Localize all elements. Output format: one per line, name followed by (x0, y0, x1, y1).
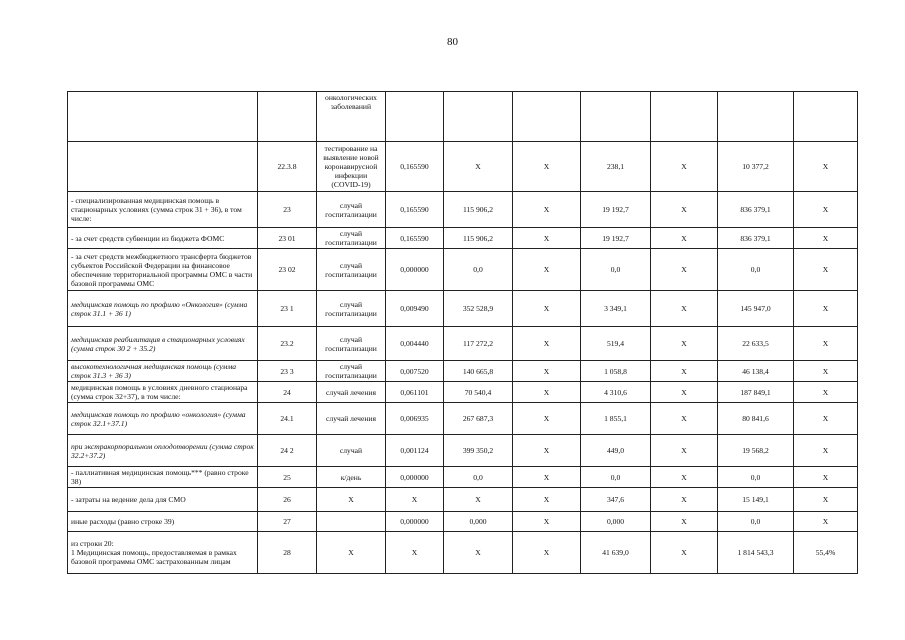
table-row (68, 512, 858, 532)
row-value-9 (718, 92, 794, 142)
row-label: медицинская помощь по профилю «Онкология» (сумма строк 31.1 + 36 1) (68, 291, 258, 327)
table-row (68, 291, 858, 327)
row-label: - за счет средств межбюджетного трансферта бюджетов субъектов Российской Федерации на финансовое обеспечение территориальной программы ОМС в части базовой программы ОМС (68, 249, 258, 291)
row-value-6: X (513, 291, 581, 327)
table-row (68, 92, 858, 142)
row-value-5: 115 906,2 (444, 228, 513, 249)
row-unit: тестирование на выявление новой коронавирусной инфекции (COVID-19) (317, 142, 386, 192)
row-value-9: 15 149,1 (718, 488, 794, 512)
row-value-7: 3 349,1 (581, 291, 651, 327)
row-label: медицинская реабилитация в стационарных условиях (сумма строк 30 2 + 35.2) (68, 327, 258, 361)
row-value-10: X (794, 361, 858, 382)
row-value-6: X (513, 228, 581, 249)
row-value-4: 0,001124 (386, 435, 444, 467)
row-value-8: X (651, 532, 718, 574)
row-unit: случай лечения (317, 382, 386, 403)
row-code: 24 (258, 382, 317, 403)
row-value-10: X (794, 467, 858, 488)
row-label: иные расходы (равно строке 39) (68, 512, 258, 532)
row-value-8: X (651, 327, 718, 361)
row-value-4: 0,165590 (386, 228, 444, 249)
row-value-6: X (513, 249, 581, 291)
page-number: 80 (447, 36, 458, 48)
row-value-10: X (794, 382, 858, 403)
row-unit (317, 512, 386, 532)
table-row (68, 382, 858, 403)
row-value-4: 0,006935 (386, 403, 444, 435)
row-value-9: 19 568,2 (718, 435, 794, 467)
row-value-9: 836 379,1 (718, 228, 794, 249)
row-label: высокотехнологичная медицинская помощь (сумма строк 31.3 + 36 3) (68, 361, 258, 382)
row-value-6: X (513, 361, 581, 382)
row-label (68, 92, 258, 142)
row-code: 23 3 (258, 361, 317, 382)
row-unit: случай госпитализации (317, 361, 386, 382)
row-value-5: 115 906,2 (444, 192, 513, 228)
row-value-5 (444, 92, 513, 142)
row-value-8: X (651, 488, 718, 512)
row-value-9: 1 814 543,3 (718, 532, 794, 574)
row-unit: случай госпитализации (317, 291, 386, 327)
row-value-6: X (513, 488, 581, 512)
row-value-10: X (794, 249, 858, 291)
row-value-8: X (651, 228, 718, 249)
row-value-4: 0,061101 (386, 382, 444, 403)
row-value-10: X (794, 291, 858, 327)
table-row (68, 361, 858, 382)
table-row (68, 435, 858, 467)
row-label: медицинская помощь по профилю «онкология» (сумма строк 32.1+37.1) (68, 403, 258, 435)
row-value-5: X (444, 532, 513, 574)
row-value-4: X (386, 532, 444, 574)
row-value-4: 0,004440 (386, 327, 444, 361)
row-value-5: 117 272,2 (444, 327, 513, 361)
row-code: 23.2 (258, 327, 317, 361)
row-value-7: 19 192,7 (581, 192, 651, 228)
row-value-7: 41 639,0 (581, 532, 651, 574)
row-value-4: 0,165590 (386, 142, 444, 192)
financing-table (67, 91, 858, 574)
row-unit: к/день (317, 467, 386, 488)
row-value-8 (651, 92, 718, 142)
row-value-5: 140 665,8 (444, 361, 513, 382)
row-value-9: 836 379,1 (718, 192, 794, 228)
row-label: из строки 20: 1 Медицинская помощь, предоставляемая в рамках базовой программы ОМС застрахованным лицам (68, 532, 258, 574)
row-value-5: 352 528,9 (444, 291, 513, 327)
row-value-8: X (651, 403, 718, 435)
row-value-6: X (513, 142, 581, 192)
row-unit: случай лечения (317, 403, 386, 435)
row-value-9: 46 138,4 (718, 361, 794, 382)
row-value-7: 449,0 (581, 435, 651, 467)
row-value-8: X (651, 291, 718, 327)
row-value-10: X (794, 192, 858, 228)
row-value-5: 399 350,2 (444, 435, 513, 467)
row-value-7: 519,4 (581, 327, 651, 361)
row-value-9: 187 849,1 (718, 382, 794, 403)
table-row (68, 488, 858, 512)
row-value-5: 0,0 (444, 467, 513, 488)
row-value-10: X (794, 327, 858, 361)
row-code: 22.3.8 (258, 142, 317, 192)
row-value-6 (513, 92, 581, 142)
row-code: 26 (258, 488, 317, 512)
row-value-7 (581, 92, 651, 142)
row-code: 23 (258, 192, 317, 228)
row-code: 23 02 (258, 249, 317, 291)
row-value-4: 0,000000 (386, 512, 444, 532)
row-value-10: X (794, 228, 858, 249)
row-value-10: X (794, 142, 858, 192)
row-value-9: 22 633,5 (718, 327, 794, 361)
row-value-5: X (444, 488, 513, 512)
row-value-5: 0,000 (444, 512, 513, 532)
row-value-6: X (513, 403, 581, 435)
table-row (68, 228, 858, 249)
row-value-8: X (651, 361, 718, 382)
table-row (68, 403, 858, 435)
row-code: 24.1 (258, 403, 317, 435)
row-value-7: 238,1 (581, 142, 651, 192)
row-value-4: 0,000000 (386, 467, 444, 488)
table-row (68, 327, 858, 361)
table-row (68, 142, 858, 192)
row-value-8: X (651, 467, 718, 488)
row-value-9: 0,0 (718, 249, 794, 291)
row-value-10: 55,4% (794, 532, 858, 574)
row-label: - за счет средств субвенции из бюджета ФОМС (68, 228, 258, 249)
row-value-7: 19 192,7 (581, 228, 651, 249)
row-value-8: X (651, 249, 718, 291)
row-unit: X (317, 532, 386, 574)
row-value-10: X (794, 403, 858, 435)
row-unit: X (317, 488, 386, 512)
row-value-6: X (513, 512, 581, 532)
row-value-7: 1 058,8 (581, 361, 651, 382)
row-code: 28 (258, 532, 317, 574)
table-row (68, 249, 858, 291)
row-value-10 (794, 92, 858, 142)
row-unit: онкологических заболеваний (317, 92, 386, 142)
table-row (68, 192, 858, 228)
row-value-7: 0,000 (581, 512, 651, 532)
row-value-7: 347,6 (581, 488, 651, 512)
row-value-6: X (513, 192, 581, 228)
row-value-4: 0,007520 (386, 361, 444, 382)
row-code: 27 (258, 512, 317, 532)
row-value-8: X (651, 512, 718, 532)
row-value-5: 70 540,4 (444, 382, 513, 403)
row-code: 25 (258, 467, 317, 488)
row-value-4: 0,165590 (386, 192, 444, 228)
row-value-8: X (651, 435, 718, 467)
row-value-5: X (444, 142, 513, 192)
row-value-7: 4 310,6 (581, 382, 651, 403)
row-label: медицинская помощь в условиях дневного стационара (сумма строк 32+37), в том числе: (68, 382, 258, 403)
row-code: 23 01 (258, 228, 317, 249)
row-value-6: X (513, 532, 581, 574)
row-value-5: 267 687,3 (444, 403, 513, 435)
row-value-10: X (794, 512, 858, 532)
row-code (258, 92, 317, 142)
row-value-9: 0,0 (718, 512, 794, 532)
row-value-6: X (513, 382, 581, 403)
row-code: 23 1 (258, 291, 317, 327)
row-value-8: X (651, 192, 718, 228)
row-label: - паллиативная медицинская помощь*** (равно строке 38) (68, 467, 258, 488)
row-unit: случай госпитализации (317, 327, 386, 361)
row-value-4 (386, 92, 444, 142)
row-value-6: X (513, 467, 581, 488)
row-unit: случай (317, 435, 386, 467)
row-value-7: 0,0 (581, 249, 651, 291)
row-unit: случай госпитализации (317, 249, 386, 291)
row-value-4: 0,009490 (386, 291, 444, 327)
row-value-9: 145 947,0 (718, 291, 794, 327)
row-value-10: X (794, 435, 858, 467)
row-value-8: X (651, 142, 718, 192)
row-label: - затраты на ведение дела для СМО (68, 488, 258, 512)
row-value-6: X (513, 435, 581, 467)
row-value-4: X (386, 488, 444, 512)
row-value-7: 1 855,1 (581, 403, 651, 435)
table-row (68, 467, 858, 488)
table-row (68, 532, 858, 574)
row-value-8: X (651, 382, 718, 403)
row-value-9: 10 377,2 (718, 142, 794, 192)
row-label: - специализированная медицинская помощь в стационарных условиях (сумма строк 31 + 36), в том числе: (68, 192, 258, 228)
row-value-4: 0,000000 (386, 249, 444, 291)
row-code: 24 2 (258, 435, 317, 467)
row-value-9: 80 841,6 (718, 403, 794, 435)
row-unit: случай госпитализации (317, 192, 386, 228)
row-value-6: X (513, 327, 581, 361)
row-label: при экстракорпоральном оплодотворении (сумма строк 32.2+37.2) (68, 435, 258, 467)
row-value-7: 0,0 (581, 467, 651, 488)
row-value-10: X (794, 488, 858, 512)
row-value-9: 0,0 (718, 467, 794, 488)
row-unit: случай госпитализации (317, 228, 386, 249)
row-label (68, 142, 258, 192)
row-value-5: 0,0 (444, 249, 513, 291)
